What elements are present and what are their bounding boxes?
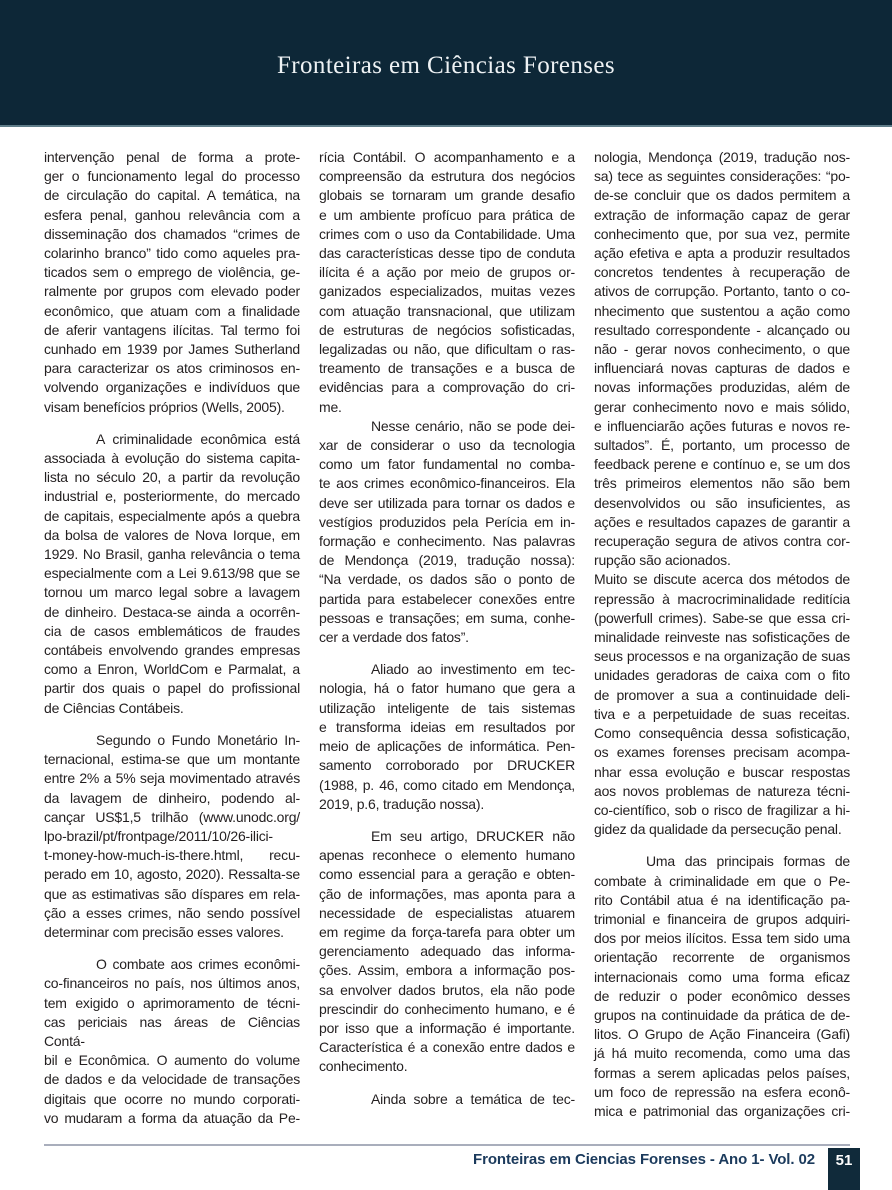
footer-rule	[44, 1144, 850, 1146]
text-line: unidades geradoras de caixa com o fito	[594, 667, 850, 684]
text-line: globais se tornaram um grande desafio	[319, 187, 575, 204]
text-line: de Ciências Contábeis.	[44, 699, 184, 716]
text-line: de capitais, especialmente após a quebra	[44, 507, 300, 524]
text-line: co-financeiros no país, nos últimos anos,	[44, 975, 300, 992]
text-line: prescindir do conhecimento humano, e é	[319, 1000, 575, 1017]
paragraph	[319, 417, 575, 647]
text-line: partir dos quais o papel do profissional	[44, 680, 300, 697]
page-number: 51	[835, 1152, 853, 1169]
paragraph	[44, 955, 300, 1128]
text-line: Segundo o Fundo Monetário In-	[96, 731, 300, 748]
text-line: digitais que ocorre no mundo corporati-	[44, 1090, 300, 1107]
text-line: formas a serem aplicadas pelos países,	[594, 1064, 850, 1081]
text-line: ção a esses crimes, não sendo possível	[44, 904, 300, 921]
text-line: compreensão da estrutura dos negócios	[319, 168, 575, 185]
text-line: da lavagem de dinheiro, podendo al-	[44, 789, 300, 806]
text-line: esfera penal, ganhou relevância com a	[44, 206, 300, 223]
text-line: samento corroborado por DRUCKER	[319, 757, 575, 774]
text-line: e um ambiente profícuo para prática de	[319, 206, 575, 223]
text-line: gidez da qualidade da persecução penal.	[594, 821, 842, 838]
text-line: repressão à macrocriminalidade reditícia	[594, 590, 850, 607]
text-line: especialmente com a Lei 9.613/98 que se	[44, 565, 300, 582]
text-line: recuperação segura de ativos contra cor-	[594, 533, 850, 550]
text-line: conhecimento.	[319, 1058, 408, 1075]
text-line: tem exigido o aprimoramento de técni-	[44, 994, 300, 1011]
text-line: um foco de repressão na esfera econô-	[594, 1083, 850, 1100]
column-1	[44, 148, 300, 1128]
text-line: evidências para a comprovação do cri-	[319, 379, 575, 396]
text-line: aos novos problemas de natureza técni-	[594, 782, 850, 799]
text-line: dos por meios ilícitos. Essa tem sido uma	[594, 930, 850, 947]
text-line: apenas reconhece o elemento humano	[319, 847, 575, 864]
text-line: 1929. No Brasil, ganha relevância o tema	[44, 546, 300, 563]
text-line: meio de aplicações de informática. Pen-	[319, 738, 575, 755]
text-line: colarinho branco” tido como aqueles pra-	[44, 245, 300, 262]
text-line: nhecimento que sustentou a ação como	[594, 302, 850, 319]
text-line: Em seu artigo, DRUCKER não	[371, 827, 575, 844]
text-line: ativos de corrupção. Portanto, tanto o co-	[594, 283, 850, 300]
text-line: ação efetiva e apta a produzir resultados	[594, 245, 850, 262]
text-line: extração de informação capaz de gerar	[594, 206, 850, 223]
text-line: perado em 10, agosto, 2020). Ressalta-se	[44, 866, 300, 883]
text-line: tiva e a perpetuidade de suas receitas.	[594, 705, 850, 722]
paragraph	[594, 148, 850, 570]
text-line: rito Contábil atua é na identificação pa-	[594, 891, 850, 908]
text-line: (powerfull crimes). Sabe-se que essa cri-	[594, 609, 850, 626]
text-line: vo mudaram a forma da atuação da Pe-	[44, 1109, 300, 1126]
text-line: A criminalidade econômica está	[96, 430, 300, 447]
text-line: t-money-how-much-is-there.html, recu-	[44, 847, 300, 864]
text-line: Aliado ao investimento em tec-	[371, 661, 575, 678]
text-line: determinar com precisão esses valores.	[44, 923, 284, 940]
text-line: rícia Contábil. O acompanhamento e a	[319, 149, 575, 165]
text-line: Muito se discute acerca dos métodos de	[594, 571, 850, 588]
paragraph	[44, 430, 300, 718]
text-line: cunhado em 1939 por James Sutherland	[44, 341, 300, 358]
text-line: lpo-brazil/pt/frontpage/2011/10/26-ilici-	[44, 827, 273, 844]
text-line: Uma das principais formas de	[646, 853, 850, 870]
text-line: das características desse tipo de conduta	[319, 245, 575, 262]
text-line: e transforma ideias em resultados por	[319, 718, 575, 735]
text-line: influenciará novas capturas de dados e	[594, 360, 850, 377]
text-line: pessoas e transações; em suma, conhe-	[319, 609, 575, 626]
text-line: trimonial e financeira de grupos adquiri-	[594, 910, 850, 927]
text-line: volvendo organizações e indivíduos que	[44, 379, 300, 396]
text-line: sa envolver dados brutos, ela não pode	[319, 981, 575, 998]
paragraph	[319, 827, 575, 1077]
text-line: que as estimativas são díspares em rela-	[44, 885, 300, 902]
text-line: nhar essa evolução e buscar respostas	[594, 763, 850, 780]
text-line: cer a verdade dos fatos”.	[319, 629, 469, 646]
text-line: ilícita é a ação por meio de grupos or-	[319, 264, 575, 281]
text-line: com atuação transnacional, que utilizam	[319, 302, 575, 319]
text-line: como essencial para a geração e obten-	[319, 866, 575, 883]
paragraph	[319, 148, 575, 417]
paragraph	[319, 660, 575, 814]
text-line: sa) tece as seguintes considerações: “po-	[594, 168, 850, 185]
page-number-box	[828, 1148, 860, 1190]
text-line: de-se concluir que os dados permitem a	[594, 187, 850, 204]
text-line: combate à criminalidade em que o Pe-	[594, 872, 850, 889]
text-line: ganizados especializados, muitas vezes	[319, 283, 575, 300]
text-line: ção de informações, mas aponta para a	[319, 885, 575, 902]
text-line: gerenciamento adequado das informa-	[319, 943, 575, 960]
text-line: novas informações produzidas, além de	[594, 379, 850, 396]
text-line: em regime da força-tarefa para obter um	[319, 923, 575, 940]
text-line: ternacional, estima-se que um montante	[44, 751, 300, 768]
text-line: concretos tendentes à recuperação de	[594, 264, 850, 281]
text-line: cia de casos emblemáticos de fraudes	[44, 622, 300, 639]
text-line: gerar conhecimento novo e mais sólido,	[594, 398, 850, 415]
text-line: me.	[319, 398, 342, 415]
text-line: não - gerar novos conhecimento, o que	[594, 341, 850, 358]
text-line: deve ser utilizada para tornar os dados e	[319, 494, 575, 511]
column-2	[319, 148, 575, 1128]
text-line: mica e patrimonial das organizações cri-	[594, 1102, 850, 1119]
text-line: de Mendonça (2019, tradução nossa):	[319, 552, 575, 569]
text-line: cas periciais nas áreas de Ciências Contá-	[44, 1013, 300, 1049]
paragraph	[319, 1090, 575, 1109]
text-line: minalidade reinveste nas sofisticações de	[594, 629, 850, 646]
text-line: por isso que a informação é importante.	[319, 1019, 575, 1036]
text-line: de dados e da velocidade de transações	[44, 1071, 300, 1088]
text-line: ções. Assim, embora a informação pos-	[319, 962, 575, 979]
text-line: crimes com o uso da Contabilidade. Uma	[319, 225, 575, 242]
text-line: feedback perene e contínuo e, se um dos	[594, 456, 850, 473]
text-line: como a Enron, WorldCom e Parmalat, a	[44, 661, 300, 678]
text-line: disseminação dos chamados “crimes de	[44, 225, 300, 242]
text-line: Nesse cenário, não se pode dei-	[371, 417, 575, 434]
text-line: internacionais como uma forma eficaz	[594, 968, 850, 985]
text-line: cançar US$1,5 trilhão (www.unodc.org/	[44, 808, 300, 825]
paragraph	[594, 570, 850, 839]
text-line: para caracterizar os atos criminosos en-	[44, 360, 300, 377]
text-line: ações e resultados capazes de garantir a	[594, 513, 850, 530]
text-line: ralmente por grupos com elevado poder	[44, 283, 300, 300]
article-body	[44, 148, 850, 1128]
paragraph	[594, 852, 850, 1121]
text-line: lista no século 20, a partir da revolução	[44, 469, 300, 486]
text-line: visam benefícios próprios (Wells, 2005).	[44, 398, 285, 415]
text-line: orientação recorrente de organismos	[594, 949, 850, 966]
text-line: conhecimento que, por sua vez, permite	[594, 225, 850, 242]
footer-journal-info: Fronteiras em Ciencias Forenses - Ano 1- Vol. 02	[473, 1151, 815, 1168]
text-line: vestígios produzidos pela Perícia em in-	[319, 513, 575, 530]
text-line: intervenção penal de forma a prote-	[44, 149, 300, 165]
text-line: necessidade de especialistas atuarem	[319, 904, 575, 921]
text-line: sultados”. É, portanto, um processo de	[594, 437, 850, 454]
text-line: da bolsa de valores de Nova Iorque, em	[44, 526, 300, 543]
text-line: xar de considerar o uso da tecnologia	[319, 437, 575, 454]
text-line: O combate aos crimes econômi-	[96, 956, 300, 973]
text-line: te aos crimes econômico-financeiros. Ela	[319, 475, 575, 492]
text-line: Característica é a conexão entre dados e	[319, 1039, 575, 1056]
text-line: resultado correspondente - alcançado ou	[594, 321, 850, 338]
text-line: desenvolvidos ou são insuficientes, as	[594, 494, 850, 511]
text-line: já há muito recomenda, como uma das	[594, 1045, 850, 1062]
text-line: litos. O Grupo de Ação Financeira (Gafi)	[594, 1026, 850, 1043]
page-header	[0, 0, 892, 127]
paragraph	[44, 148, 300, 417]
text-line: 2019, p.6, tradução nossa).	[319, 795, 485, 812]
text-line: ger o funcionamento legal do processo	[44, 168, 300, 185]
text-line: nologia, há o fator humano que gera a	[319, 680, 575, 697]
text-line: contábeis envolvendo grandes empresas	[44, 642, 300, 659]
paragraph	[44, 731, 300, 942]
text-line: industrial e, posteriormente, do mercado	[44, 488, 300, 505]
text-line: formação e conhecimento. Nas palavras	[319, 533, 575, 550]
text-line: de promover a sua a continuidade deli-	[594, 686, 850, 703]
text-line: de estruturas de negócios sofisticadas,	[319, 321, 575, 338]
text-line: Como consequência dessa sofisticação,	[594, 725, 850, 742]
text-line: associada à evolução do sistema capita-	[44, 450, 300, 467]
text-line: de aferir vantagens ilícitas. Tal termo foi	[44, 321, 300, 338]
text-line: de dinheiro. Destaca-se ainda a ocorrên-	[44, 603, 300, 620]
text-line: utilização inteligente de tais sistemas	[319, 699, 575, 716]
text-line: os exames forenses precisam acompa-	[594, 744, 850, 761]
journal-title: Fronteiras em Ciências Forenses	[276, 52, 616, 79]
text-line: legalizadas ou não, que dificultam o ras-	[319, 341, 575, 358]
text-line: de circulação do capital. A temática, na	[44, 187, 300, 204]
text-line: partida para estabelecer conexões entre	[319, 590, 575, 607]
text-line: como um fator fundamental no comba-	[319, 456, 575, 473]
text-line: entre 2% a 5% seja movimentado através	[44, 770, 300, 787]
text-line: (1988, p. 46, como citado em Mendonça,	[319, 776, 575, 793]
text-line: tornou um marco legal sobre a lavagem	[44, 584, 300, 601]
column-3	[594, 148, 850, 1128]
text-line: bil e Econômica. O aumento do volume	[44, 1052, 300, 1069]
text-line: econômico, que atuam com a finalidade	[44, 302, 300, 319]
text-line: nologia, Mendonça (2019, tradução nos-	[594, 149, 850, 165]
text-line: co-científico, sob o risco de fragilizar a hi-	[594, 801, 850, 818]
text-line: seus processos e na organização de suas	[594, 648, 850, 665]
text-line: três primeiros elementos não são bem	[594, 475, 850, 492]
text-line: “Na verdade, os dados são o ponto de	[319, 571, 575, 588]
text-line: Ainda sobre a temática de tec-	[371, 1090, 575, 1107]
text-line: rupção são acionados.	[594, 552, 731, 569]
text-line: treamento de transações e a busca de	[319, 360, 575, 377]
text-line: grupos na continuidade da prática de de-	[594, 1006, 850, 1023]
text-line: de reduzir o poder econômico desses	[594, 987, 850, 1004]
text-line: e influenciarão ações futuras e novos re-	[594, 417, 850, 434]
text-line: ticados sem o emprego de violência, ge-	[44, 264, 300, 281]
